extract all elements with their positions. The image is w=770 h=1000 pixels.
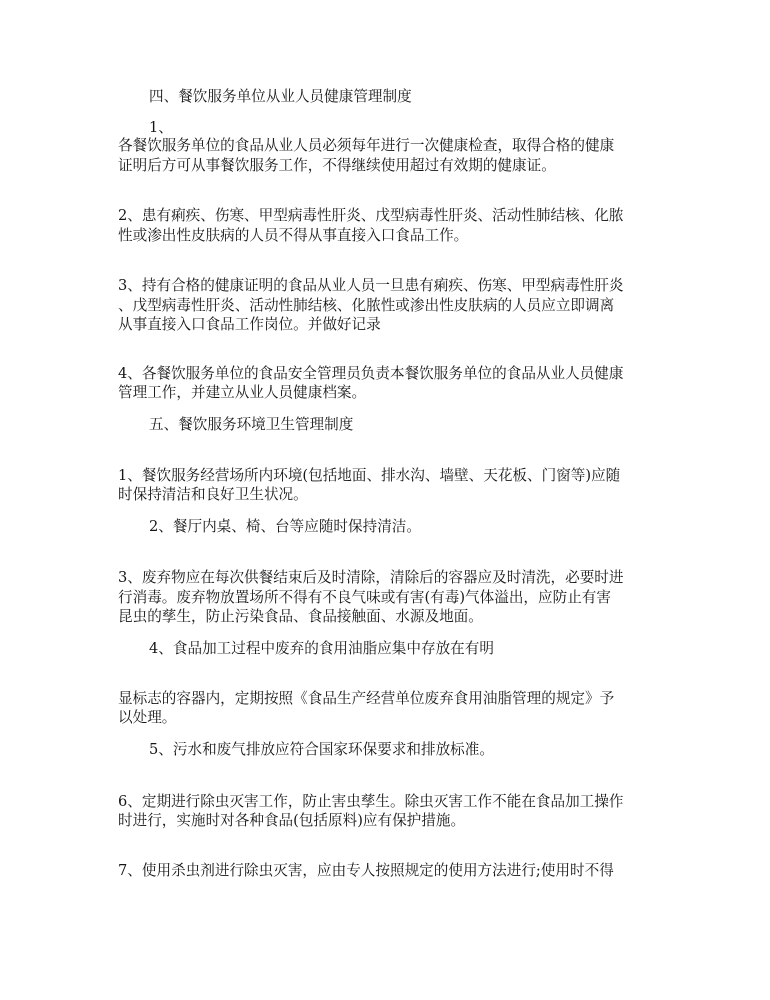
paragraph-line: 1、餐饮服务经营场所内环境(包括地面、排水沟、墙壁、天花板、门窗等)应随 [118,467,621,484]
section-heading: 四、餐饮服务单位从业人员健康管理制度 [149,88,412,105]
paragraph-line: 证明后方可从事餐饮服务工作，不得继续使用超过有效期的健康证。 [118,157,556,174]
paragraph-line: 2、餐厅内桌、椅、台等应随时保持清洁。 [149,518,421,535]
paragraph-line: 3、持有合格的健康证明的食品从业人员一旦患有痢疾、伤寒、甲型病毒性肝炎 [118,277,624,294]
paragraph-line: 各餐饮服务单位的食品从业人员必须每年进行一次健康检查，取得合格的健康 [118,137,615,154]
paragraph-line: 以处理。 [118,709,177,726]
paragraph-line: 昆虫的孳生，防止污染食品、食品接触面、水源及地面。 [118,608,483,625]
paragraph-line: 3、废弃物应在每次供餐结束后及时清除，清除后的容器应及时清洗，必要时进 [118,569,624,586]
paragraph-line: 行消毒。废弃物放置场所不得有不良气味或有害(有毒)气体溢出，应防止有害 [118,589,611,606]
paragraph-line: 、戊型病毒性肝炎、活动性肺结核、化脓性或渗出性皮肤病的人员应立即调离 [118,297,615,314]
section-heading: 五、餐饮服务环境卫生管理制度 [149,416,354,433]
paragraph-line: 性或渗出性皮肤病的人员不得从事直接入口食品工作。 [118,227,469,244]
paragraph-line: 7、使用杀虫剂进行除虫灭害，应由专人按照规定的使用方法进行;使用时不得 [118,862,614,879]
paragraph-line: 6、定期进行除虫灭害工作，防止害虫孳生。除虫灭害工作不能在食品加工操作 [118,793,624,810]
paragraph-line: 4、各餐饮服务单位的食品安全管理员负责本餐饮服务单位的食品从业人员健康 [118,365,624,382]
paragraph-line: 2、患有痢疾、伤寒、甲型病毒性肝炎、戊型病毒性肝炎、活动性肺结核、化脓 [118,207,624,224]
paragraph-line: 显标志的容器内，定期按照《食品生产经营单位废弃食用油脂管理的规定》予 [118,690,615,707]
paragraph-line: 管理工作，并建立从业人员健康档案。 [118,384,367,401]
paragraph-line: 从事直接入口食品工作岗位。并做好记录 [118,316,381,333]
paragraph-line: 4、食品加工过程中废弃的食用油脂应集中存放在有明 [149,640,494,657]
item-number: 1、 [149,119,173,136]
paragraph-line: 5、污水和废气排放应符合国家环保要求和排放标准。 [149,741,494,758]
paragraph-line: 时保持清洁和良好卫生状况。 [118,486,308,503]
paragraph-line: 时进行，实施时对各种食品(包括原料)应有保护措施。 [118,812,466,829]
